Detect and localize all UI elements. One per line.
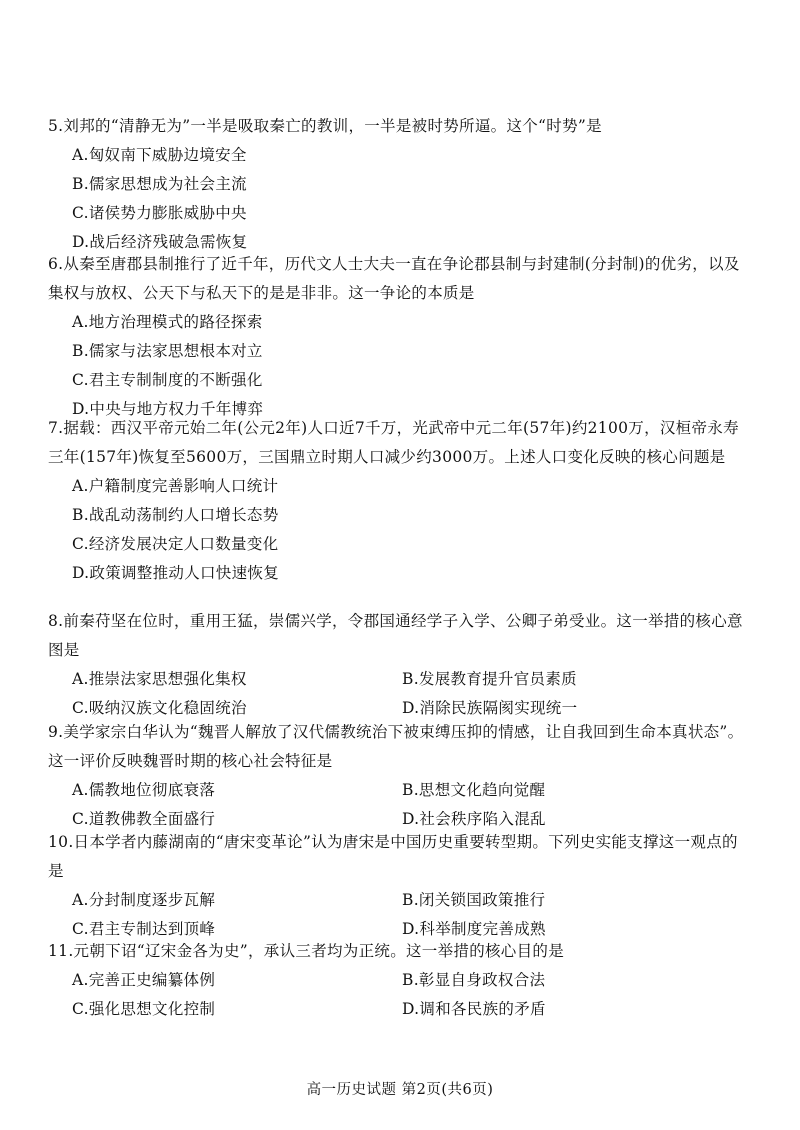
option-a: A.地方治理模式的路径探索 (72, 313, 263, 331)
option-d: D.科举制度完善成熟 (402, 920, 546, 938)
option-a: A.儒教地位彻底衰落 (72, 781, 216, 799)
option-list (48, 966, 748, 1024)
option-a: A.户籍制度完善影响人口统计 (72, 477, 279, 495)
question-5 (48, 112, 748, 257)
option-b: B.闭关锁国政策推行 (402, 891, 546, 909)
option-list (48, 308, 748, 424)
option-c: C.诸侯势力膨胀威胁中央 (72, 204, 247, 222)
option-list (48, 472, 748, 588)
option-list (48, 886, 748, 944)
option-c: C.吸纳汉族文化稳固统治 (72, 699, 247, 717)
option-b: B.思想文化趋向觉醒 (402, 781, 546, 799)
option-c: C.君主专制制度的不断强化 (72, 371, 263, 389)
option-b: B.战乱动荡制约人口增长态势 (72, 506, 279, 524)
option-d: D.政策调整推动人口快速恢复 (72, 564, 280, 582)
option-b: B.儒家与法家思想根本对立 (72, 342, 263, 360)
option-c: C.道教佛教全面盛行 (72, 810, 216, 828)
option-c: C.经济发展决定人口数量变化 (72, 535, 279, 553)
option-d: D.中央与地方权力千年博弈 (72, 400, 264, 418)
question-7 (48, 414, 748, 588)
question-stem: 6.从秦至唐郡县制推行了近千年，历代文人士大夫一直在争论郡县制与封建制(分封制)的优劣，以及集权与放权、公天下与私天下的是是非非。这一争论的本质是 (48, 255, 740, 302)
option-a: A.推崇法家思想强化集权 (72, 670, 247, 688)
option-d: D.战后经济残破急需恢复 (72, 233, 248, 251)
option-d: D.调和各民族的矛盾 (402, 1000, 546, 1018)
option-b: B.发展教育提升官员素质 (402, 670, 577, 688)
option-a: A.分封制度逐步瓦解 (72, 891, 216, 909)
option-d: D.社会秩序陷入混乱 (402, 810, 546, 828)
option-b: B.儒家思想成为社会主流 (72, 175, 247, 193)
option-d: D.消除民族隔阂实现统一 (402, 699, 578, 717)
question-stem: 11.元朝下诏“辽宋金各为史”，承认三者均为正统。这一举措的核心目的是 (48, 942, 565, 960)
option-list (48, 141, 748, 257)
question-11 (48, 937, 748, 1024)
option-a: A.完善正史编纂体例 (72, 971, 216, 989)
question-stem: 10.日本学者内藤湖南的“唐宋变革论”认为唐宋是中国历史重要转型期。下列史实能支撑这一观点的是 (48, 833, 738, 880)
question-stem: 5.刘邦的“清静无为”一半是吸取秦亡的教训，一半是被时势所逼。这个“时势”是 (48, 117, 602, 135)
question-stem: 8.前秦苻坚在位时，重用王猛，崇儒兴学，令郡国通经学子入学、公卿子弟受业。这一举措的核心意图是 (48, 612, 743, 659)
question-stem: 9.美学家宗白华认为“魏晋人解放了汉代儒教统治下被束缚压抑的情感，让自我回到生命本真状态”。这一评价反映魏晋时期的核心社会特征是 (48, 723, 744, 770)
question-stem: 7.据载：西汉平帝元始二年(公元2年)人口近7千万，光武帝中元二年(57年)约2100万，汉桓帝永寿三年(157年)恢复至5600万，三国鼎立时期人口减少约3000万。上述人口变化反映的核心问题是 (48, 419, 739, 466)
option-b: B.彰显自身政权合法 (402, 971, 546, 989)
option-c: C.强化思想文化控制 (72, 1000, 216, 1018)
question-6 (48, 250, 748, 424)
option-list (48, 665, 748, 723)
option-a: A.匈奴南下威胁边境安全 (72, 146, 247, 164)
question-10 (48, 828, 748, 944)
option-list (48, 776, 748, 834)
question-8 (48, 607, 748, 723)
page-footer: 高一历史试题 第2页(共6页) (306, 1082, 494, 1098)
question-9 (48, 718, 748, 834)
option-c: C.君主专制达到顶峰 (72, 920, 216, 938)
